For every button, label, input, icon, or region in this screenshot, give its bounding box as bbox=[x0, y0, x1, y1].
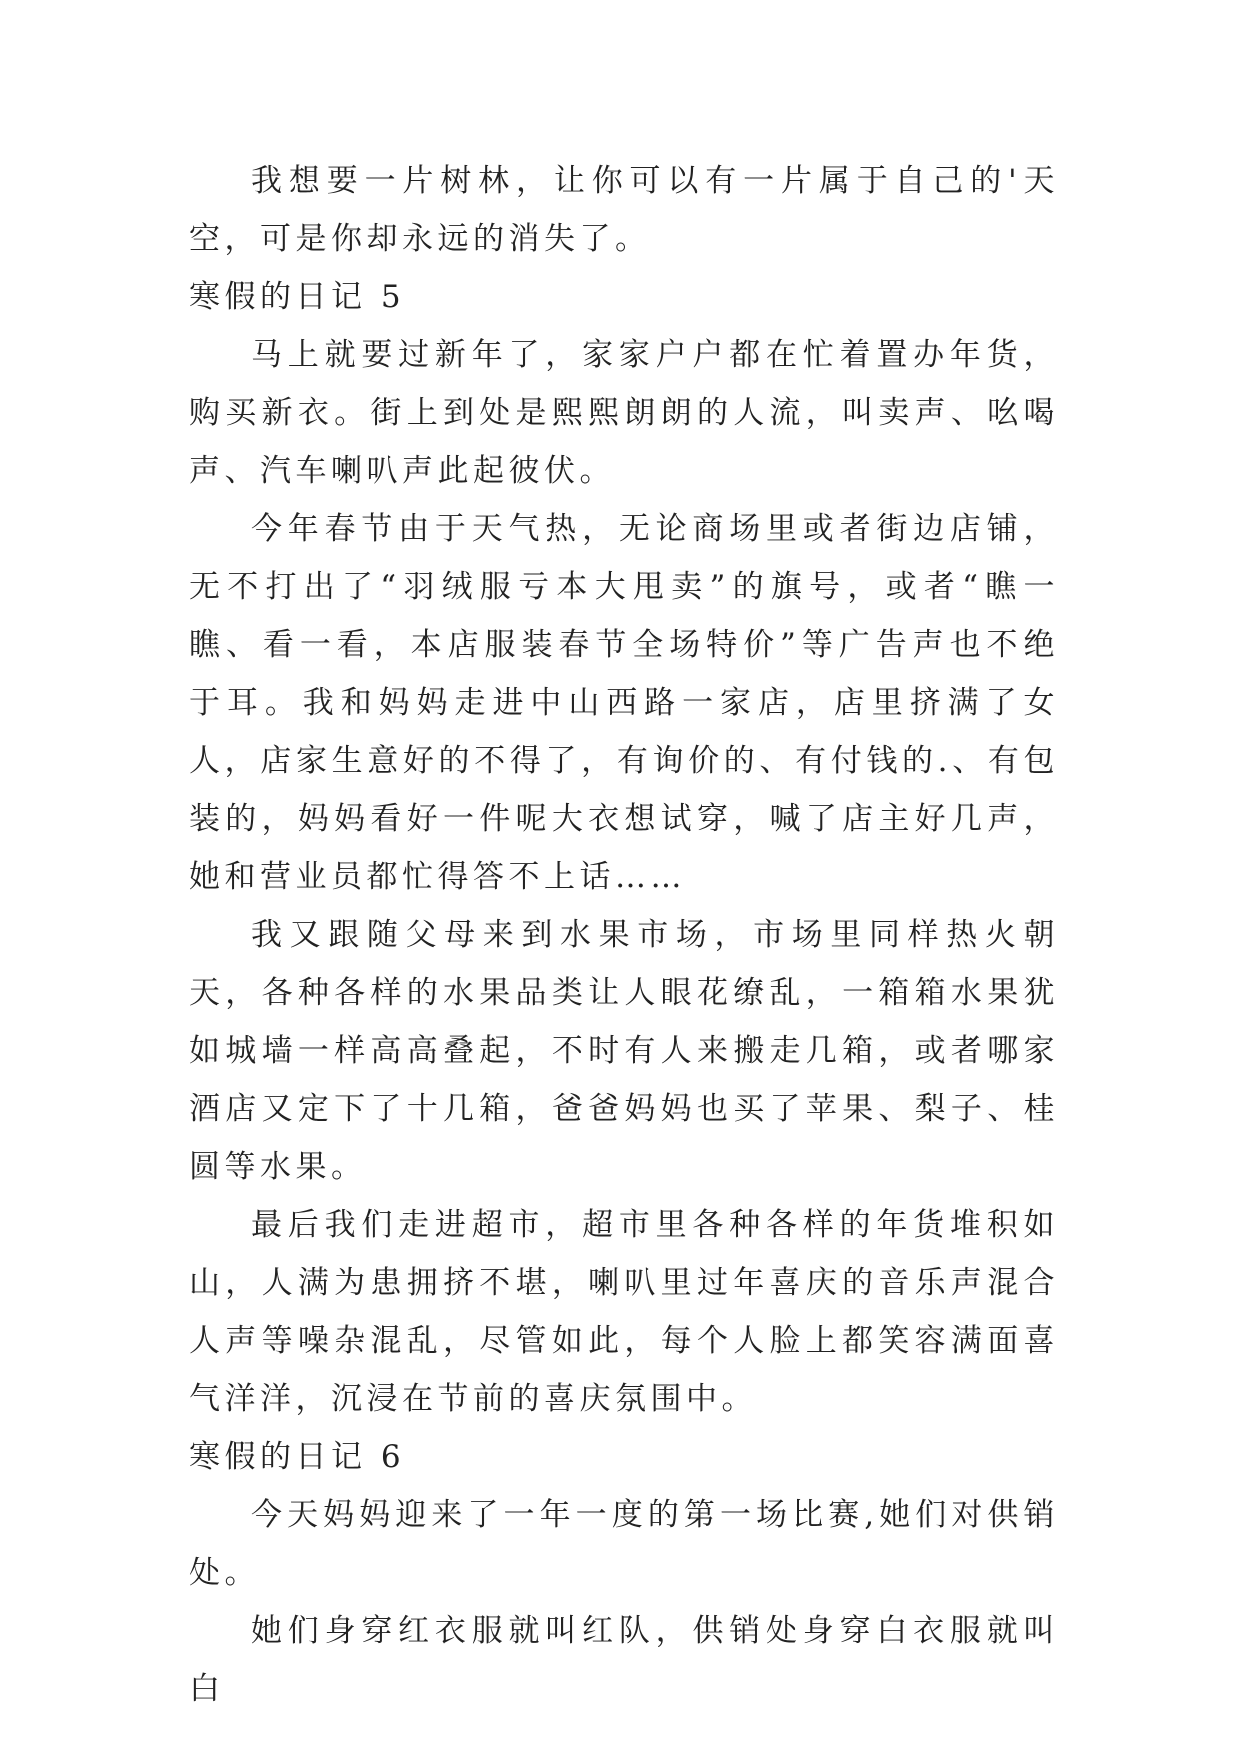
paragraph: 她们身穿红衣服就叫红队，供销处身穿白衣服就叫白 bbox=[189, 1613, 1059, 1707]
paragraph: 马上就要过新年了，家家户户都在忙着置办年货，购买新衣。街上到处是熙熙朗朗的人流，叫卖声、吆喝声、汽车喇叭声此起彼伏。 bbox=[189, 337, 1059, 489]
paragraph: 今年春节由于天气热，无论商场里或者街边店铺，无不打出了“羽绒服亏本大甩卖”的旗号，或者“瞧一瞧、看一看，本店服装春节全场特价”等广告声也不绝于耳。我和妈妈走进中山西路一家店，店里挤满了女人，店家生意好的不得了，有询价的、有付钱的.、有包装的，妈妈看好一件呢大衣想试穿，喊了店主好几声，她和营业员都忙得答不上话…… bbox=[189, 511, 1059, 895]
paragraph: 我想要一片树林，让你可以有一片属于自己的'天空，可是你却永远的消失了。 bbox=[189, 163, 1059, 257]
paragraph: 最后我们走进超市，超市里各种各样的年货堆积如山，人满为患拥挤不堪，喇叭里过年喜庆的音乐声混合人声等噪杂混乱，尽管如此，每个人脸上都笑容满面喜气洋洋，沉浸在节前的喜庆氛围中。 bbox=[189, 1207, 1059, 1417]
section-heading: 寒假的日记 6 bbox=[189, 1439, 406, 1475]
paragraph: 今天妈妈迎来了一年一度的第一场比赛,她们对供销处。 bbox=[189, 1497, 1059, 1591]
document-body bbox=[189, 152, 1059, 1718]
section-heading: 寒假的日记 5 bbox=[189, 279, 406, 315]
paragraph: 我又跟随父母来到水果市场，市场里同样热火朝天，各种各样的水果品类让人眼花缭乱，一箱箱水果犹如城墙一样高高叠起，不时有人来搬走几箱，或者哪家酒店又定下了十几箱，爸爸妈妈也买了苹果、梨子、桂圆等水果。 bbox=[189, 917, 1059, 1185]
